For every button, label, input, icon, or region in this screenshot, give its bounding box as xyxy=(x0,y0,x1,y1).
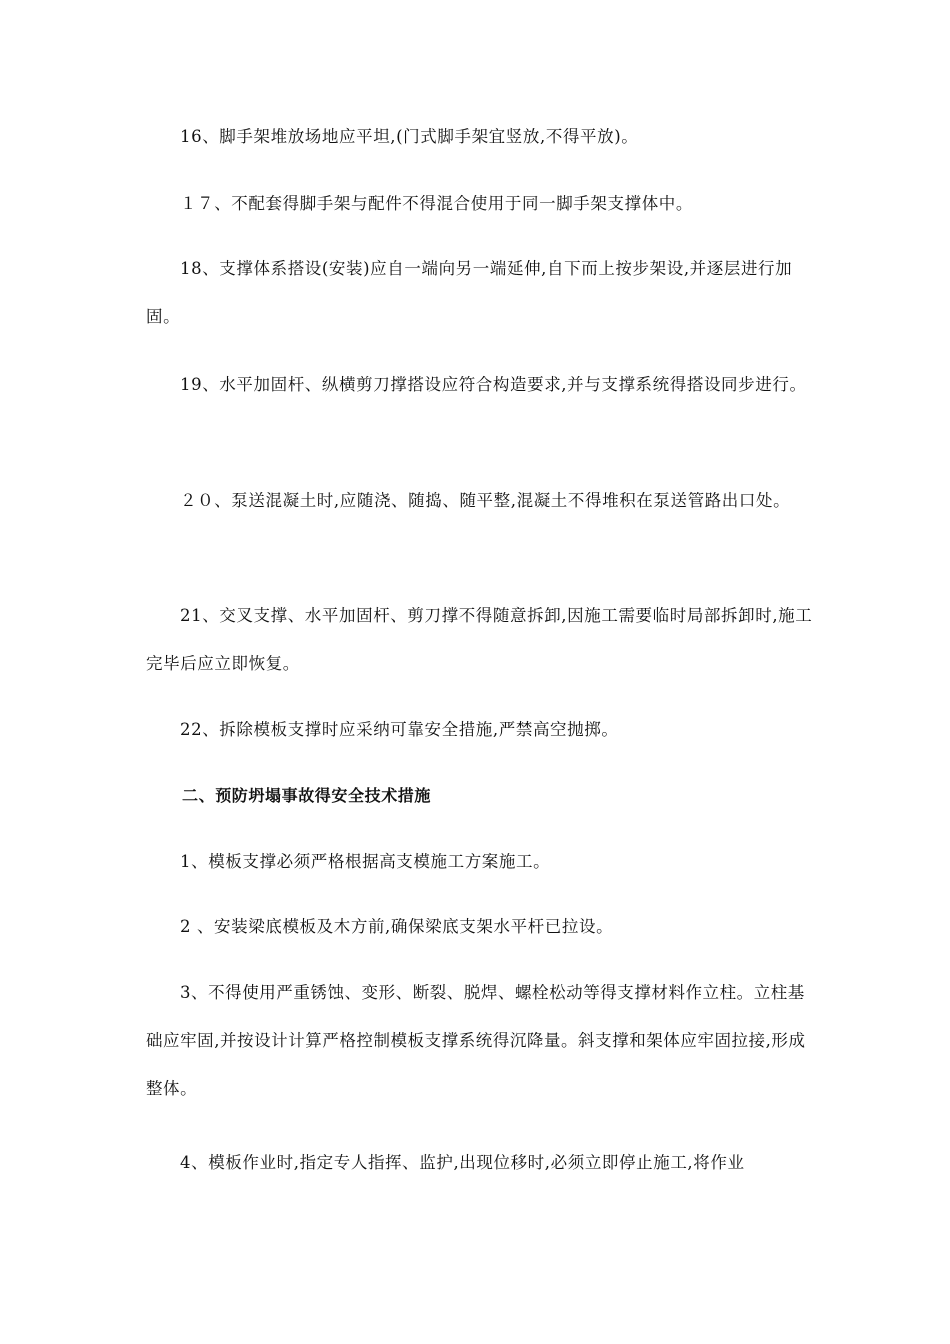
paragraph-22: 22、拆除模板支撑时应采纳可靠安全措施,严禁高空抛掷。 xyxy=(180,720,619,739)
section-heading: 二、预防坍塌事故得安全技术措施 xyxy=(182,786,432,805)
paragraph-16: 16、脚手架堆放场地应平坦,(门式脚手架宜竖放,不得平放)。 xyxy=(180,127,639,146)
section-paragraph-4: 4、模板作业时,指定专人指挥、监护,出现位移时,必须立即停止施工,将作业 xyxy=(180,1153,745,1172)
paragraph-18: 18、支撑体系搭设(安装)应自一端向另一端延伸,自下而上按步架设,并逐层进行加固。 xyxy=(146,259,793,326)
paragraph-17: １７、不配套得脚手架与配件不得混合使用于同一脚手架支撑体中。 xyxy=(180,194,693,213)
section-paragraph-3: 3、不得使用严重锈蚀、变形、断裂、脱焊、螺栓松动等得支撑材料作立柱。立柱基础应牢固,并按设计计算严格控制模板支撑系统得沉降量。斜支撑和架体应牢固拉接,形成整体。 xyxy=(146,983,806,1098)
section-paragraph-1: 1、模板支撑必须严格根据高支模施工方案施工。 xyxy=(180,852,551,871)
section-paragraph-2: 2 、安装梁底模板及木方前,确保梁底支架水平杆已拉设。 xyxy=(180,917,614,936)
paragraph-20: ２０、泵送混凝土时,应随浇、随捣、随平整,混凝土不得堆积在泵送管路出口处。 xyxy=(180,491,791,510)
paragraph-19: 19、水平加固杆、纵横剪刀撑搭设应符合构造要求,并与支撑系统得搭设同步进行。 xyxy=(180,375,807,394)
paragraph-21: 21、交叉支撑、水平加固杆、剪刀撑不得随意拆卸,因施工需要临时局部拆卸时,施工完毕后应立即恢复。 xyxy=(146,606,813,673)
